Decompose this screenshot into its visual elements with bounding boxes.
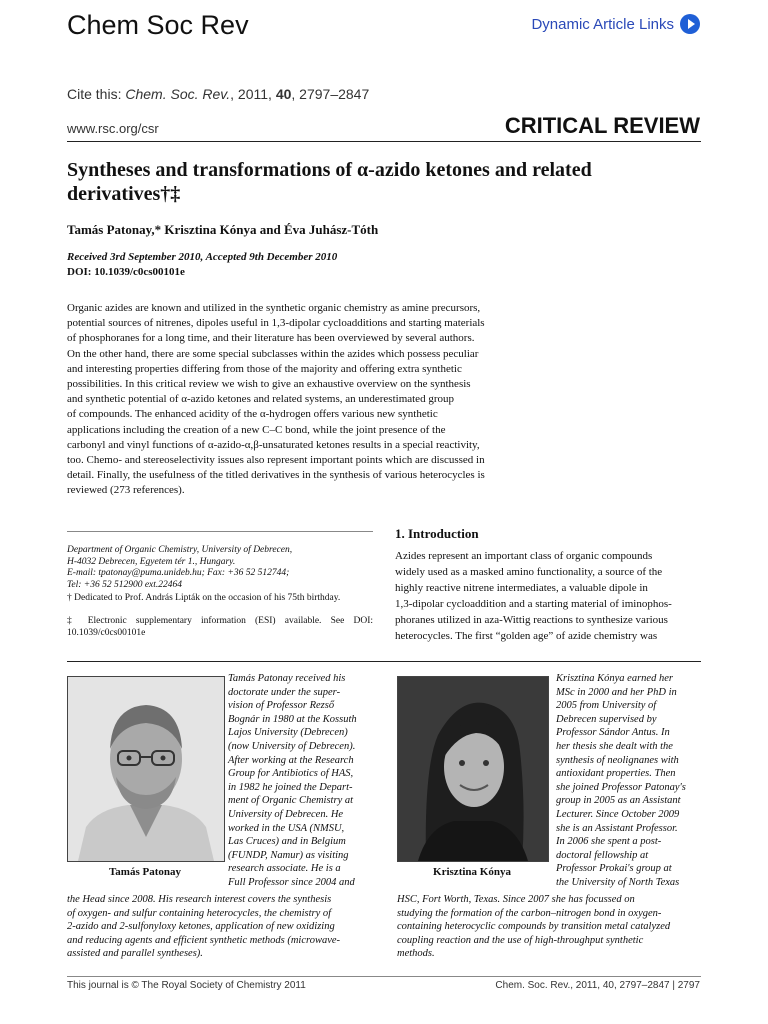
dynamic-article-links[interactable] — [531, 14, 700, 34]
abstract-line: On the other hand, there are some special subclasses within the azides which possess peculiar — [67, 347, 479, 360]
journal-name: Chem Soc Rev — [67, 10, 249, 40]
bio-line: antioxidant properties. Then — [556, 768, 676, 780]
photo-caption-patonay: Tamás Patonay — [108, 866, 182, 878]
bio-line: worked in the USA (NMSU, — [228, 822, 345, 834]
abstract-line: carbonyl and vinyl functions of α-azido-α,β-unsaturated ketones results in a special reactivity, — [67, 438, 480, 451]
dynamic-article-links-label[interactable]: Dynamic Article Links — [531, 15, 674, 33]
bio-line: Krisztina Kónya earned her — [556, 673, 673, 684]
bio-line: Debrecen supervised by — [556, 713, 657, 725]
abstract-line: of phosphoranes for a long time, and their literature has been overviewed by several authors. — [67, 332, 475, 345]
abstract-line: applications including the creation of a new C–C bond, while the joint presence of the — [67, 423, 446, 436]
bio-line: the University of North Texas — [556, 876, 680, 888]
bio-line: Lecturer. Since October 2009 — [556, 808, 680, 820]
cite-year: , 2011, — [230, 86, 276, 102]
abstract-line: Organic azides are known and utilized in the synthetic organic chemistry as amine precursors, — [67, 302, 481, 314]
citation-line — [67, 86, 369, 102]
bio-patonay-side — [228, 672, 373, 890]
author-photo-konya — [397, 676, 549, 862]
bio-patonay-bottom — [67, 893, 373, 961]
introduction-line: heterocycles. The first “golden age” of azide chemistry was — [395, 630, 658, 643]
bio-konya-bottom — [397, 893, 701, 961]
cite-pages: , 2797–2847 — [291, 86, 370, 102]
biography-divider — [67, 661, 701, 662]
bio-line: she is an Assistant Professor. — [556, 822, 678, 834]
bio-line: Group for Antibiotics of HAS, — [228, 768, 354, 780]
abstract-line: and synthetic potential of α-azido ketones and related systems, an underestimated group — [67, 393, 454, 406]
cite-prefix: Cite this: — [67, 86, 126, 102]
bio-line: studying the formation of the carbon–nitrogen bond in oxygen- — [397, 907, 662, 919]
affiliation-line: H-4032 Debrecen, Egyetem tér 1., Hungary. — [67, 556, 236, 567]
introduction-line: Azides represent an important class of organic compounds — [395, 550, 653, 562]
bio-line: and reducing agents and efficient synthetic methods (microwave- — [67, 934, 341, 946]
affiliation-line: E-mail: tpatonay@puma.unideb.hu; Fax: +36 52 512744; — [67, 568, 290, 578]
bio-line: assisted and parallel syntheses). — [67, 948, 203, 960]
bio-line: research associate. He is a — [228, 863, 341, 875]
article-doi[interactable]: DOI: 10.1039/c0cs00101e — [67, 266, 185, 278]
bio-konya-side — [556, 672, 701, 890]
footer-divider — [67, 976, 701, 977]
bio-line: the Head since 2008. His research interest covers the synthesis — [67, 894, 332, 905]
bio-line: Bognár in 1980 at the Kossuth — [228, 713, 357, 725]
footnote-divider — [67, 531, 373, 532]
bio-line: 2-azido and 2-sulfonyloxy ketones, application of new oxidizing — [67, 921, 335, 933]
bio-line: Las Cruces) and in Belgium — [228, 836, 346, 848]
bio-line: methods. — [397, 948, 435, 960]
abstract-line: detail. Finally, the usefulness of the titled derivatives in the synthesis of various heterocycles is — [67, 469, 485, 482]
introduction-line: highly reactive nitrene intermediates, a valuable dipole in — [395, 582, 648, 595]
dedication-footnote: † Dedicated to Prof. András Lipták on the occasion of his 75th birthday. — [67, 593, 341, 603]
header-divider — [67, 141, 701, 142]
section-label: CRITICAL REVIEW — [504, 113, 700, 138]
introduction-line: 1,3-dipolar cycloaddition and a starting material of iminophos- — [395, 598, 672, 611]
bio-line: University of Debrecen. He — [228, 808, 344, 820]
bio-line: 2005 from University of — [556, 700, 657, 712]
bio-line: After working at the Research — [228, 754, 354, 766]
author-photo-patonay — [67, 676, 225, 862]
bio-line: her thesis she dealt with the — [556, 740, 673, 752]
bio-line: Lajos University (Debrecen) — [228, 727, 348, 739]
portrait-patonay — [68, 677, 224, 861]
abstract-line: reviewed (273 references). — [67, 484, 185, 497]
cite-volume: 40 — [275, 86, 292, 102]
bio-line: (now University of Debrecen). — [228, 740, 356, 752]
received-dates: Received 3rd September 2010, Accepted 9th December 2010 — [67, 251, 338, 263]
abstract-line: potential sources of nitrenes, dipoles useful in 1,3-dipolar cycloadditions and starting materials — [67, 317, 485, 330]
affiliation-line: Tel: +36 52 512900 ext.22464 — [67, 579, 183, 590]
introduction-text — [395, 548, 701, 645]
bio-line: synthesis of neolignanes with — [556, 754, 679, 766]
abstract-line: possibilities. In this critical review we wish to give an exhaustive overview on the synthesis — [67, 378, 471, 391]
bio-line: containing heterocyclic compounds by transition metal catalyzed — [397, 921, 671, 933]
bio-line: HSC, Fort Worth, Texas. Since 2007 she has focussed on — [397, 894, 635, 905]
bio-line: Full Professor since 2004 and — [228, 876, 355, 888]
bio-line: doctorate under the super- — [228, 686, 341, 698]
photo-caption-konya: Krisztina Kónya — [433, 866, 511, 878]
footer-citation: Chem. Soc. Rev., 2011, 40, 2797–2847 | 2797 — [495, 980, 700, 991]
bio-line: of oxygen- and sulfur containing heterocycles, the chemistry of — [67, 907, 332, 919]
bio-line: Tamás Patonay received his — [228, 673, 346, 684]
bio-line: ment of Organic Chemistry at — [228, 795, 354, 807]
bio-line: MSc in 2000 and her PhD in — [556, 686, 677, 698]
abstract-line: too. Chemo- and stereoselectivity issues also represent important points which are discussed in — [67, 454, 485, 467]
bio-line: in 1982 he joined the Depart- — [228, 781, 353, 793]
introduction-line: phoranes utilized in aza-Wittig reactions to synthesize various — [395, 614, 668, 627]
journal-url[interactable]: www.rsc.org/csr — [67, 121, 159, 136]
bio-line: Professor Sándor Antus. In — [556, 727, 670, 739]
bio-line: In 2006 she spent a post- — [556, 836, 662, 848]
bio-line: doctoral fellowship at — [556, 849, 649, 861]
article-title: Syntheses and transformations of α-azido ketones and related derivatives†‡ — [67, 159, 592, 205]
abstract — [67, 301, 541, 499]
abstract-line: and interesting properties differing from those of the majority and offering extra synthetic — [67, 362, 462, 375]
portrait-konya — [398, 677, 548, 861]
bio-line: coupling reaction and the use of high-throughput synthetic — [397, 934, 644, 946]
esi-footnote: ‡ Electronic supplementary information (ESI) available. See DOI: 10.1039/c0cs00101e — [67, 616, 373, 638]
bio-line: Professor Prokai's group at — [556, 863, 672, 875]
affiliation-line: Department of Organic Chemistry, University of Debrecen, — [67, 545, 293, 555]
cite-journal: Chem. Soc. Rev. — [125, 86, 231, 102]
article-authors: Tamás Patonay,* Krisztina Kónya and Éva Juhász-Tóth — [67, 222, 379, 237]
footer-copyright: This journal is © The Royal Society of Chemistry 2011 — [67, 980, 306, 991]
bio-line: (FUNDP, Namur) as visiting — [228, 849, 349, 861]
bio-line: group in 2005 as an Assistant — [556, 795, 681, 807]
introduction-line: widely used as a masked amino functionality, a source of the — [395, 566, 663, 579]
bio-line: vision of Professor Rezső — [228, 700, 335, 712]
bio-line: she joined Professor Patonay's — [556, 781, 686, 793]
introduction-heading: 1. Introduction — [395, 526, 479, 541]
play-icon[interactable] — [680, 14, 700, 34]
abstract-line: of compounds. The enhanced acidity of the α-hydrogen offers various new synthetic — [67, 408, 438, 421]
affiliation — [67, 545, 373, 591]
